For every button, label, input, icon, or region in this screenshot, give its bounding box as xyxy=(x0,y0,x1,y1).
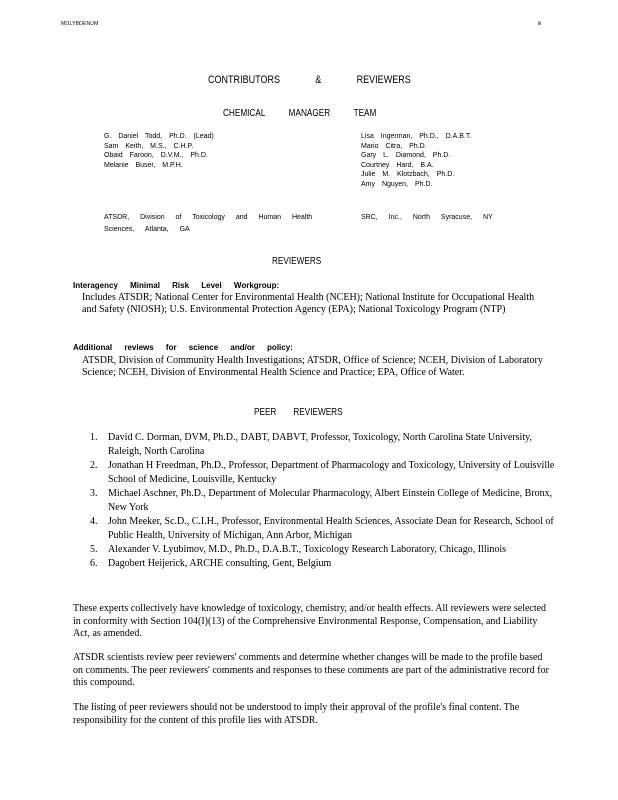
interagency-label: Interagency Minimal Risk Level Workgroup: xyxy=(73,281,280,290)
peer-reviewer-text: Dagobert Heijerick, ARCHE consulting, Gent, Belgium xyxy=(108,558,332,569)
team-member: Melanie Buser, M.P.H. xyxy=(104,161,183,169)
team-member: G. Daniel Todd, Ph.D. (Lead) xyxy=(104,133,214,140)
right-institution: SRC, Inc., North Syracuse, NY xyxy=(361,214,493,221)
team-member: Obaid Faroon, D.V.M., Ph.D. xyxy=(104,152,208,160)
interagency-text: Includes ATSDR; National Center for Environmental Health (NCEH); National Institute for Occupational Health and Safety (NIOSH); U.S. Environmental Protection Agency (EPA); National Toxicology Program (NTP) xyxy=(82,292,535,316)
page-number: iii xyxy=(538,21,542,27)
list-number: 1. xyxy=(90,432,98,443)
team-member: Amy Nguyen, Ph.D. xyxy=(361,180,433,188)
peer-reviewer-text: Alexander V. Lyubimov, M.D., Ph.D., D.A.B.T., Toxicology Research Laboratory, Chicago, Illinois xyxy=(108,544,507,555)
peer-reviewer-item xyxy=(73,543,563,557)
list-number: 2. xyxy=(90,460,98,471)
team-left-names xyxy=(104,132,214,170)
peer-reviewer-item xyxy=(73,459,563,487)
chemical-manager-team-heading: CHEMICAL MANAGER TEAM xyxy=(223,108,377,119)
peer-reviewer-item xyxy=(73,487,563,515)
team-right-names xyxy=(361,132,471,190)
left-institution: ATSDR, Division of Toxicology and Human Health Sciences, Atlanta, GA xyxy=(104,214,313,233)
peer-reviewers-heading: PEER REVIEWERS xyxy=(254,407,343,418)
list-number: 3. xyxy=(90,488,98,499)
team-member: Courtney Hard, B.A. xyxy=(361,161,434,169)
peer-reviewer-item xyxy=(73,431,563,459)
list-number: 6. xyxy=(90,558,98,569)
additional-reviews-text: ATSDR, Division of Community Health Investigations; ATSDR, Office of Science; NCEH, Division of Laboratory Science; NCEH, Division of Environmental Health Science and Practice; EPA, Office of Water. xyxy=(82,355,543,379)
team-member: Lisa Ingerman, Ph.D., D.A.B.T. xyxy=(361,133,472,140)
peer-reviewer-list xyxy=(73,431,563,571)
page-title: CONTRIBUTORS & REVIEWERS xyxy=(208,74,411,86)
peer-reviewer-item xyxy=(73,557,563,571)
list-number: 4. xyxy=(90,516,98,527)
list-number: 5. xyxy=(90,544,98,555)
additional-reviews-label: Additional reviews for science and/or policy: xyxy=(73,343,293,352)
peer-reviewer-text: John Meeker, Sc.D., C.I.H., Professor, Environmental Health Sciences, Associate Dean for Research, School of Public Health, University of Michigan, Ann Arbor, Michigan xyxy=(108,516,554,541)
running-header-title: MOLYBDENUM xyxy=(61,21,99,27)
reviewers-heading: REVIEWERS xyxy=(272,256,322,267)
team-member: Julie M. Klotzbach, Ph.D. xyxy=(361,171,455,179)
paragraph-review-process: ATSDR scientists review peer reviewers' comments and determine whether changes will be made to the profile based on comments. The peer reviewers' comments and responses to these comments are part of the administrative record for this compound. xyxy=(73,652,549,688)
peer-reviewer-text: Michael Aschner, Ph.D., Department of Molecular Pharmacology, Albert Einstein College of Medicine, Bronx, New York xyxy=(108,488,553,513)
peer-reviewer-text: David C. Dorman, DVM, Ph.D., DABT, DABVT, Professor, Toxicology, North Carolina State University, Raleigh, North Carolina xyxy=(108,432,532,457)
peer-reviewer-item xyxy=(73,515,563,543)
team-member: Sam Keith, M.S., C.H.P. xyxy=(104,142,194,150)
paragraph-disclaimer: The listing of peer reviewers should not be understood to imply their approval of the profile's final content. The responsibility for the content of this profile lies with ATSDR. xyxy=(73,702,520,726)
team-member: Mario Citra, Ph.D. xyxy=(361,142,427,150)
paragraph-expertise: These experts collectively have knowledge of toxicology, chemistry, and/or health effects. All reviewers were selected in conformity with Section 104(I)(13) of the Comprehensive Environmental Response, Compensation, and Liability Act, as amended. xyxy=(73,603,547,639)
peer-reviewer-text: Jonathan H Freedman, Ph.D., Professor, Department of Pharmacology and Toxicology, University of Louisville School of Medicine, Louisville, Kentucky xyxy=(108,460,555,485)
team-member: Gary L. Diamond, Ph.D. xyxy=(361,152,451,160)
